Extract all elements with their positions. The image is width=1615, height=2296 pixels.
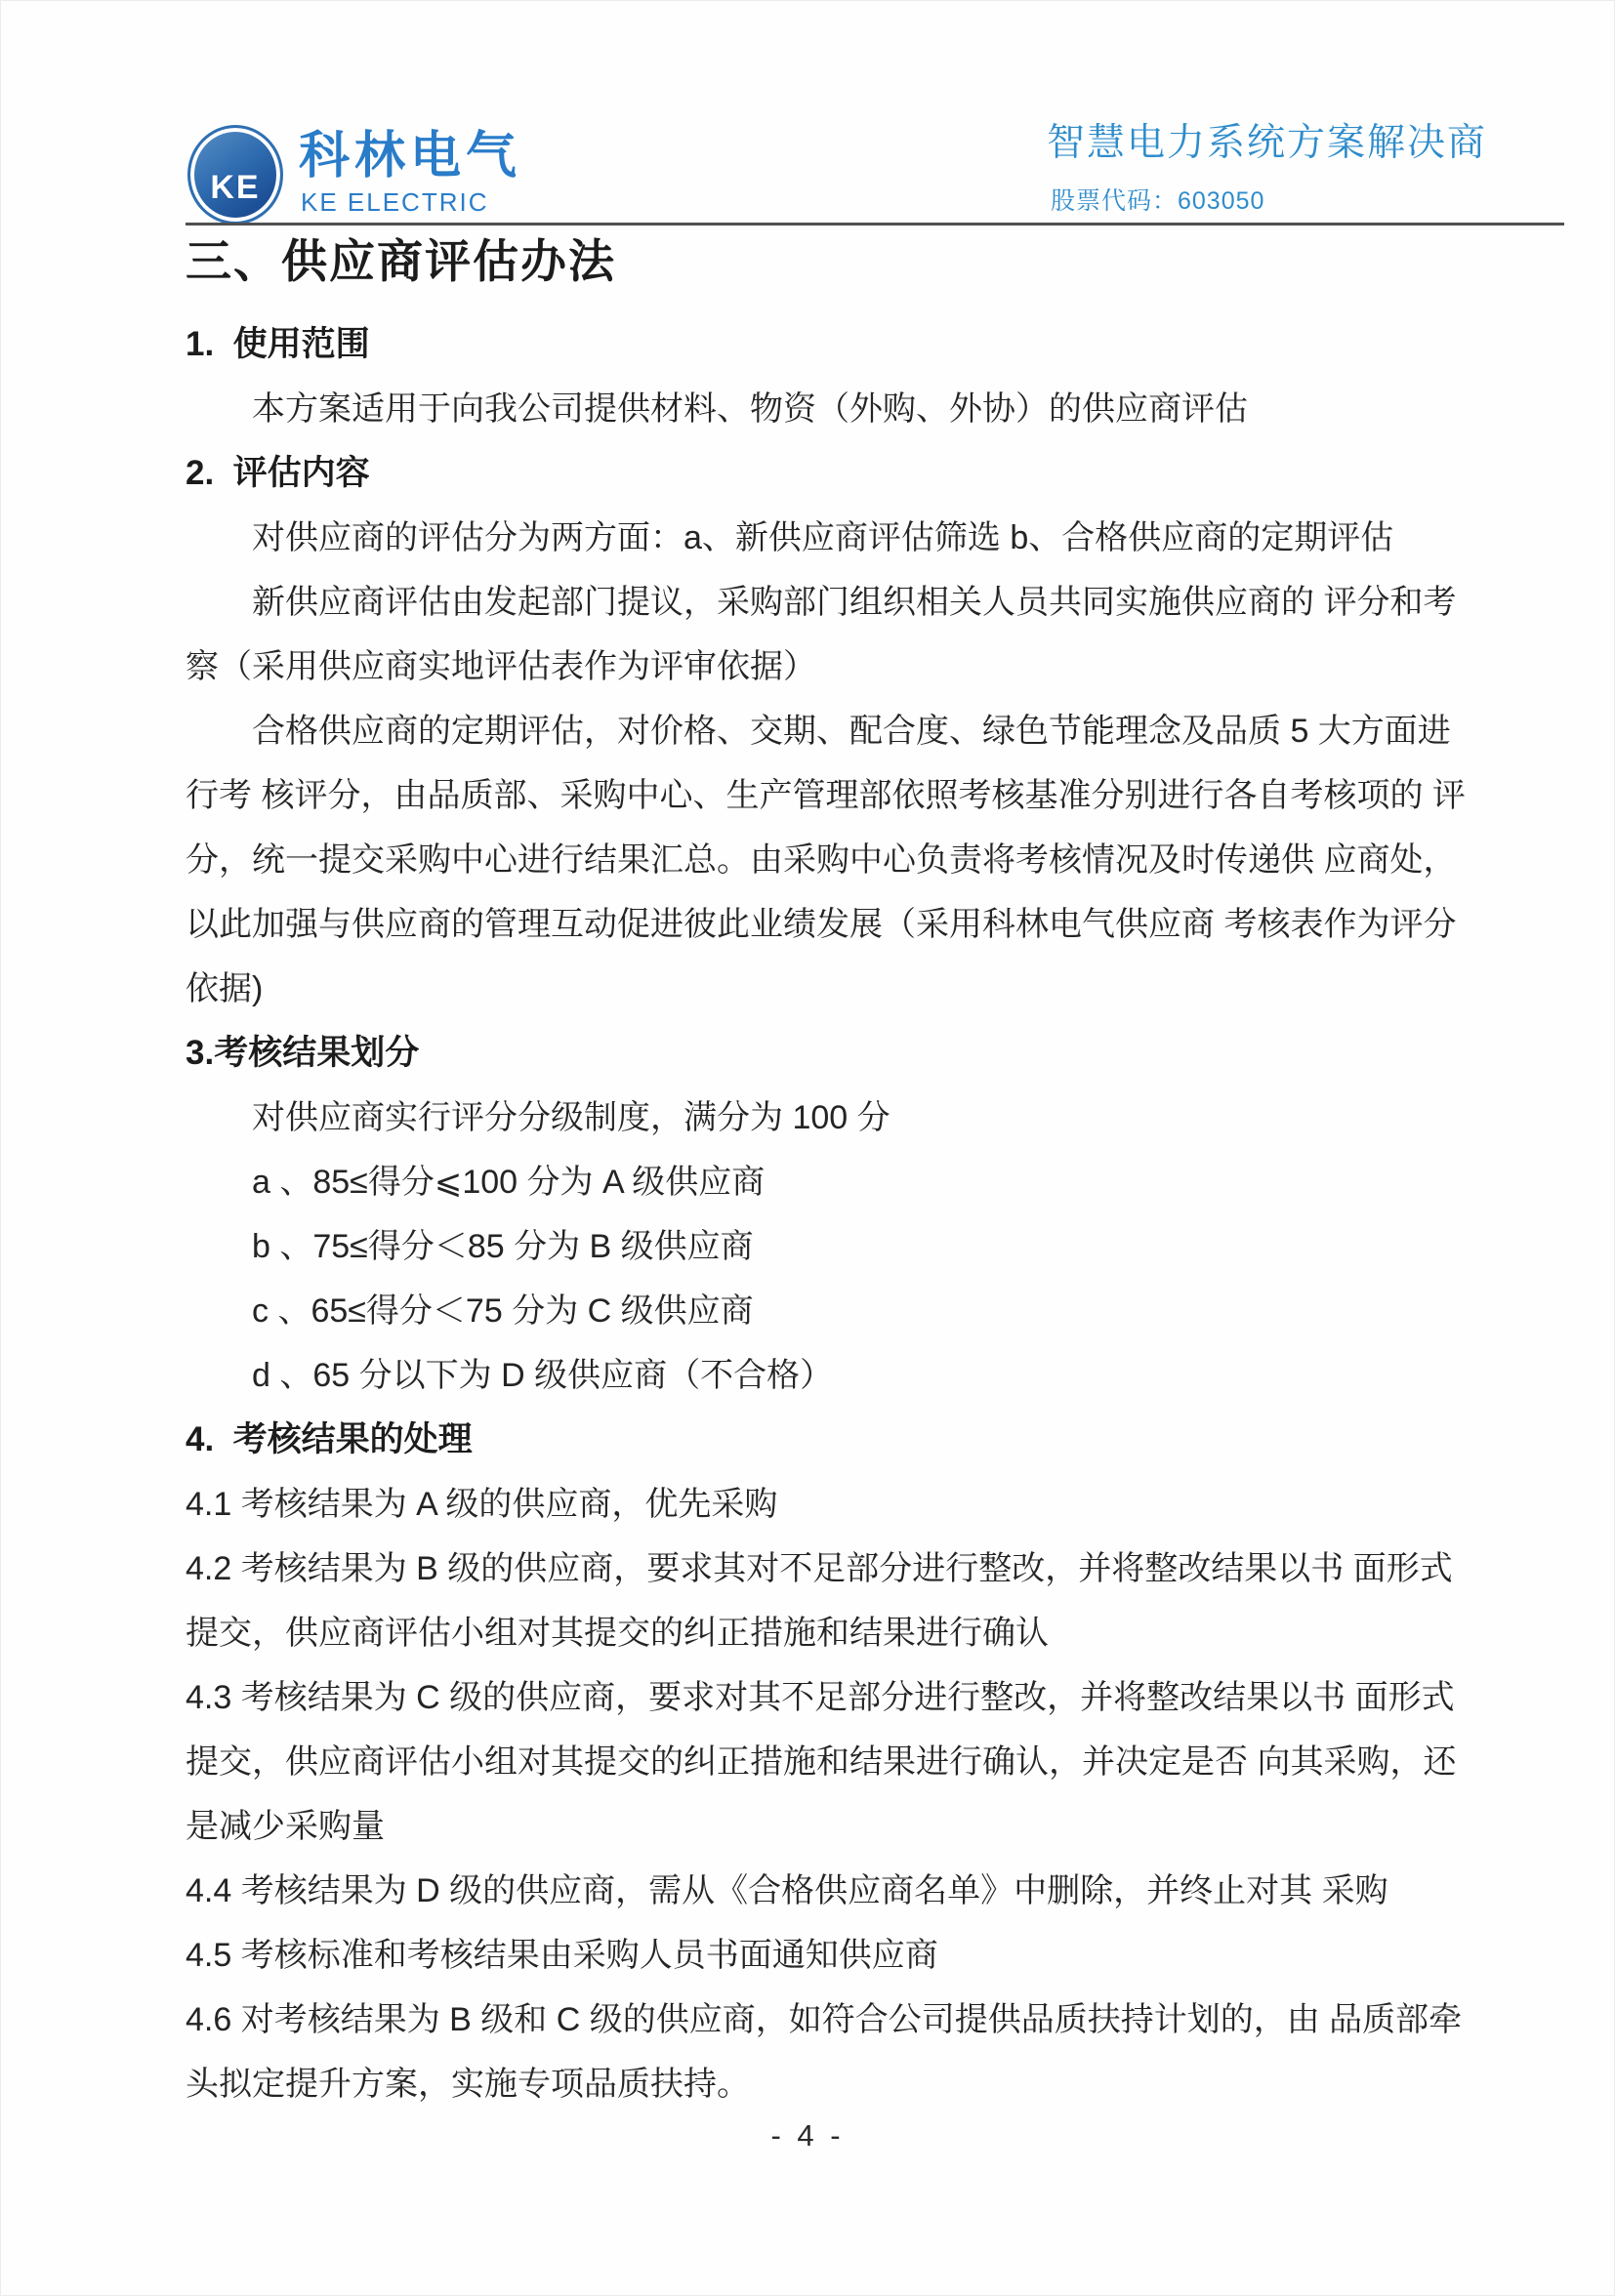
doc-line: 4.5 考核标准和考核结果由采购人员书面通知供应商 xyxy=(186,1937,938,1974)
doc-line: 提交，供应商评估小组对其提交的纠正措施和结果进行确认，并决定是否 向其采购，还 xyxy=(186,1743,1457,1781)
doc-line: 本方案适用于向我公司提供材料、物资（外购、外协）的供应商评估 xyxy=(252,390,1248,428)
section-heading: 3.考核结果划分 xyxy=(186,1034,420,1072)
doc-line: 行考 核评分，由品质部、采购中心、生产管理部依照考核基准分别进行各自考核项的 评 xyxy=(186,777,1466,814)
doc-line: 4.3 考核结果为 C 级的供应商，要求对其不足部分进行整改，并将整改结果以书 面形式 xyxy=(186,1679,1455,1716)
doc-line: 4.4 考核结果为 D 级的供应商，需从《合格供应商名单》中删除，并终止对其 采购 xyxy=(186,1872,1388,1909)
page-number: - 4 - xyxy=(770,2118,845,2152)
doc-line: 察（采用供应商实地评估表作为评审依据） xyxy=(186,648,816,685)
stock-code: 股票代码：603050 xyxy=(1051,187,1265,215)
doc-line: 合格供应商的定期评估，对价格、交期、配合度、绿色节能理念及品质 5 大方面进 xyxy=(252,713,1451,750)
doc-line: 对供应商的评估分为两方面：a、新供应商评估筛选 b、合格供应商的定期评估 xyxy=(252,519,1394,556)
header-divider xyxy=(186,223,1564,226)
doc-line: 依据) xyxy=(186,970,264,1007)
company-name-cn: 科林电气 xyxy=(299,128,522,184)
doc-line: 新供应商评估由发起部门提议，采购部门组织相关人员共同实施供应商的 评分和考 xyxy=(252,584,1457,621)
doc-line: b 、75≤得分＜85 分为 B 级供应商 xyxy=(252,1228,754,1265)
header-slogan: 智慧电力系统方案解决商 xyxy=(1047,122,1488,164)
doc-line: 提交，供应商评估小组对其提交的纠正措施和结果进行确认 xyxy=(186,1615,1049,1652)
doc-line: 4.1 考核结果为 A 级的供应商，优先采购 xyxy=(186,1486,778,1523)
doc-line: d 、65 分以下为 D 级供应商（不合格） xyxy=(252,1357,834,1394)
doc-body xyxy=(186,312,1504,2116)
company-logo-icon xyxy=(187,125,283,225)
doc-line: 4.6 对考核结果为 B 级和 C 级的供应商，如符合公司提供品质扶持计划的，由 品质部牵 xyxy=(186,2001,1463,2038)
doc-line: 以此加强与供应商的管理互动促进彼此业绩发展（采用科林电气供应商 考核表作为评分 xyxy=(186,906,1457,943)
doc-line: 4.2 考核结果为 B 级的供应商，要求其对不足部分进行整改，并将整改结果以书 面形式 xyxy=(186,1550,1453,1587)
doc-line: c 、65≤得分＜75 分为 C 级供应商 xyxy=(252,1292,754,1330)
section-heading: 4. 考核结果的处理 xyxy=(186,1420,473,1458)
doc-line: 头拟定提升方案，实施专项品质扶持。 xyxy=(186,2066,750,2103)
company-name-en: KE ELECTRIC xyxy=(301,187,489,217)
page-title: 三、供应商评估办法 xyxy=(186,235,616,287)
doc-line: 对供应商实行评分分级制度，满分为 100 分 xyxy=(252,1099,890,1136)
doc-line: 是减少采购量 xyxy=(186,1808,385,1845)
logo-monogram: KE xyxy=(210,168,261,206)
doc-line: 分，统一提交采购中心进行结果汇总。由采购中心负责将考核情况及时传递供 应商处， xyxy=(186,841,1457,879)
section-heading: 1. 使用范围 xyxy=(186,325,370,363)
section-heading: 2. 评估内容 xyxy=(186,454,370,492)
doc-line: a 、85≤得分⩽100 分为 A 级供应商 xyxy=(252,1164,766,1201)
